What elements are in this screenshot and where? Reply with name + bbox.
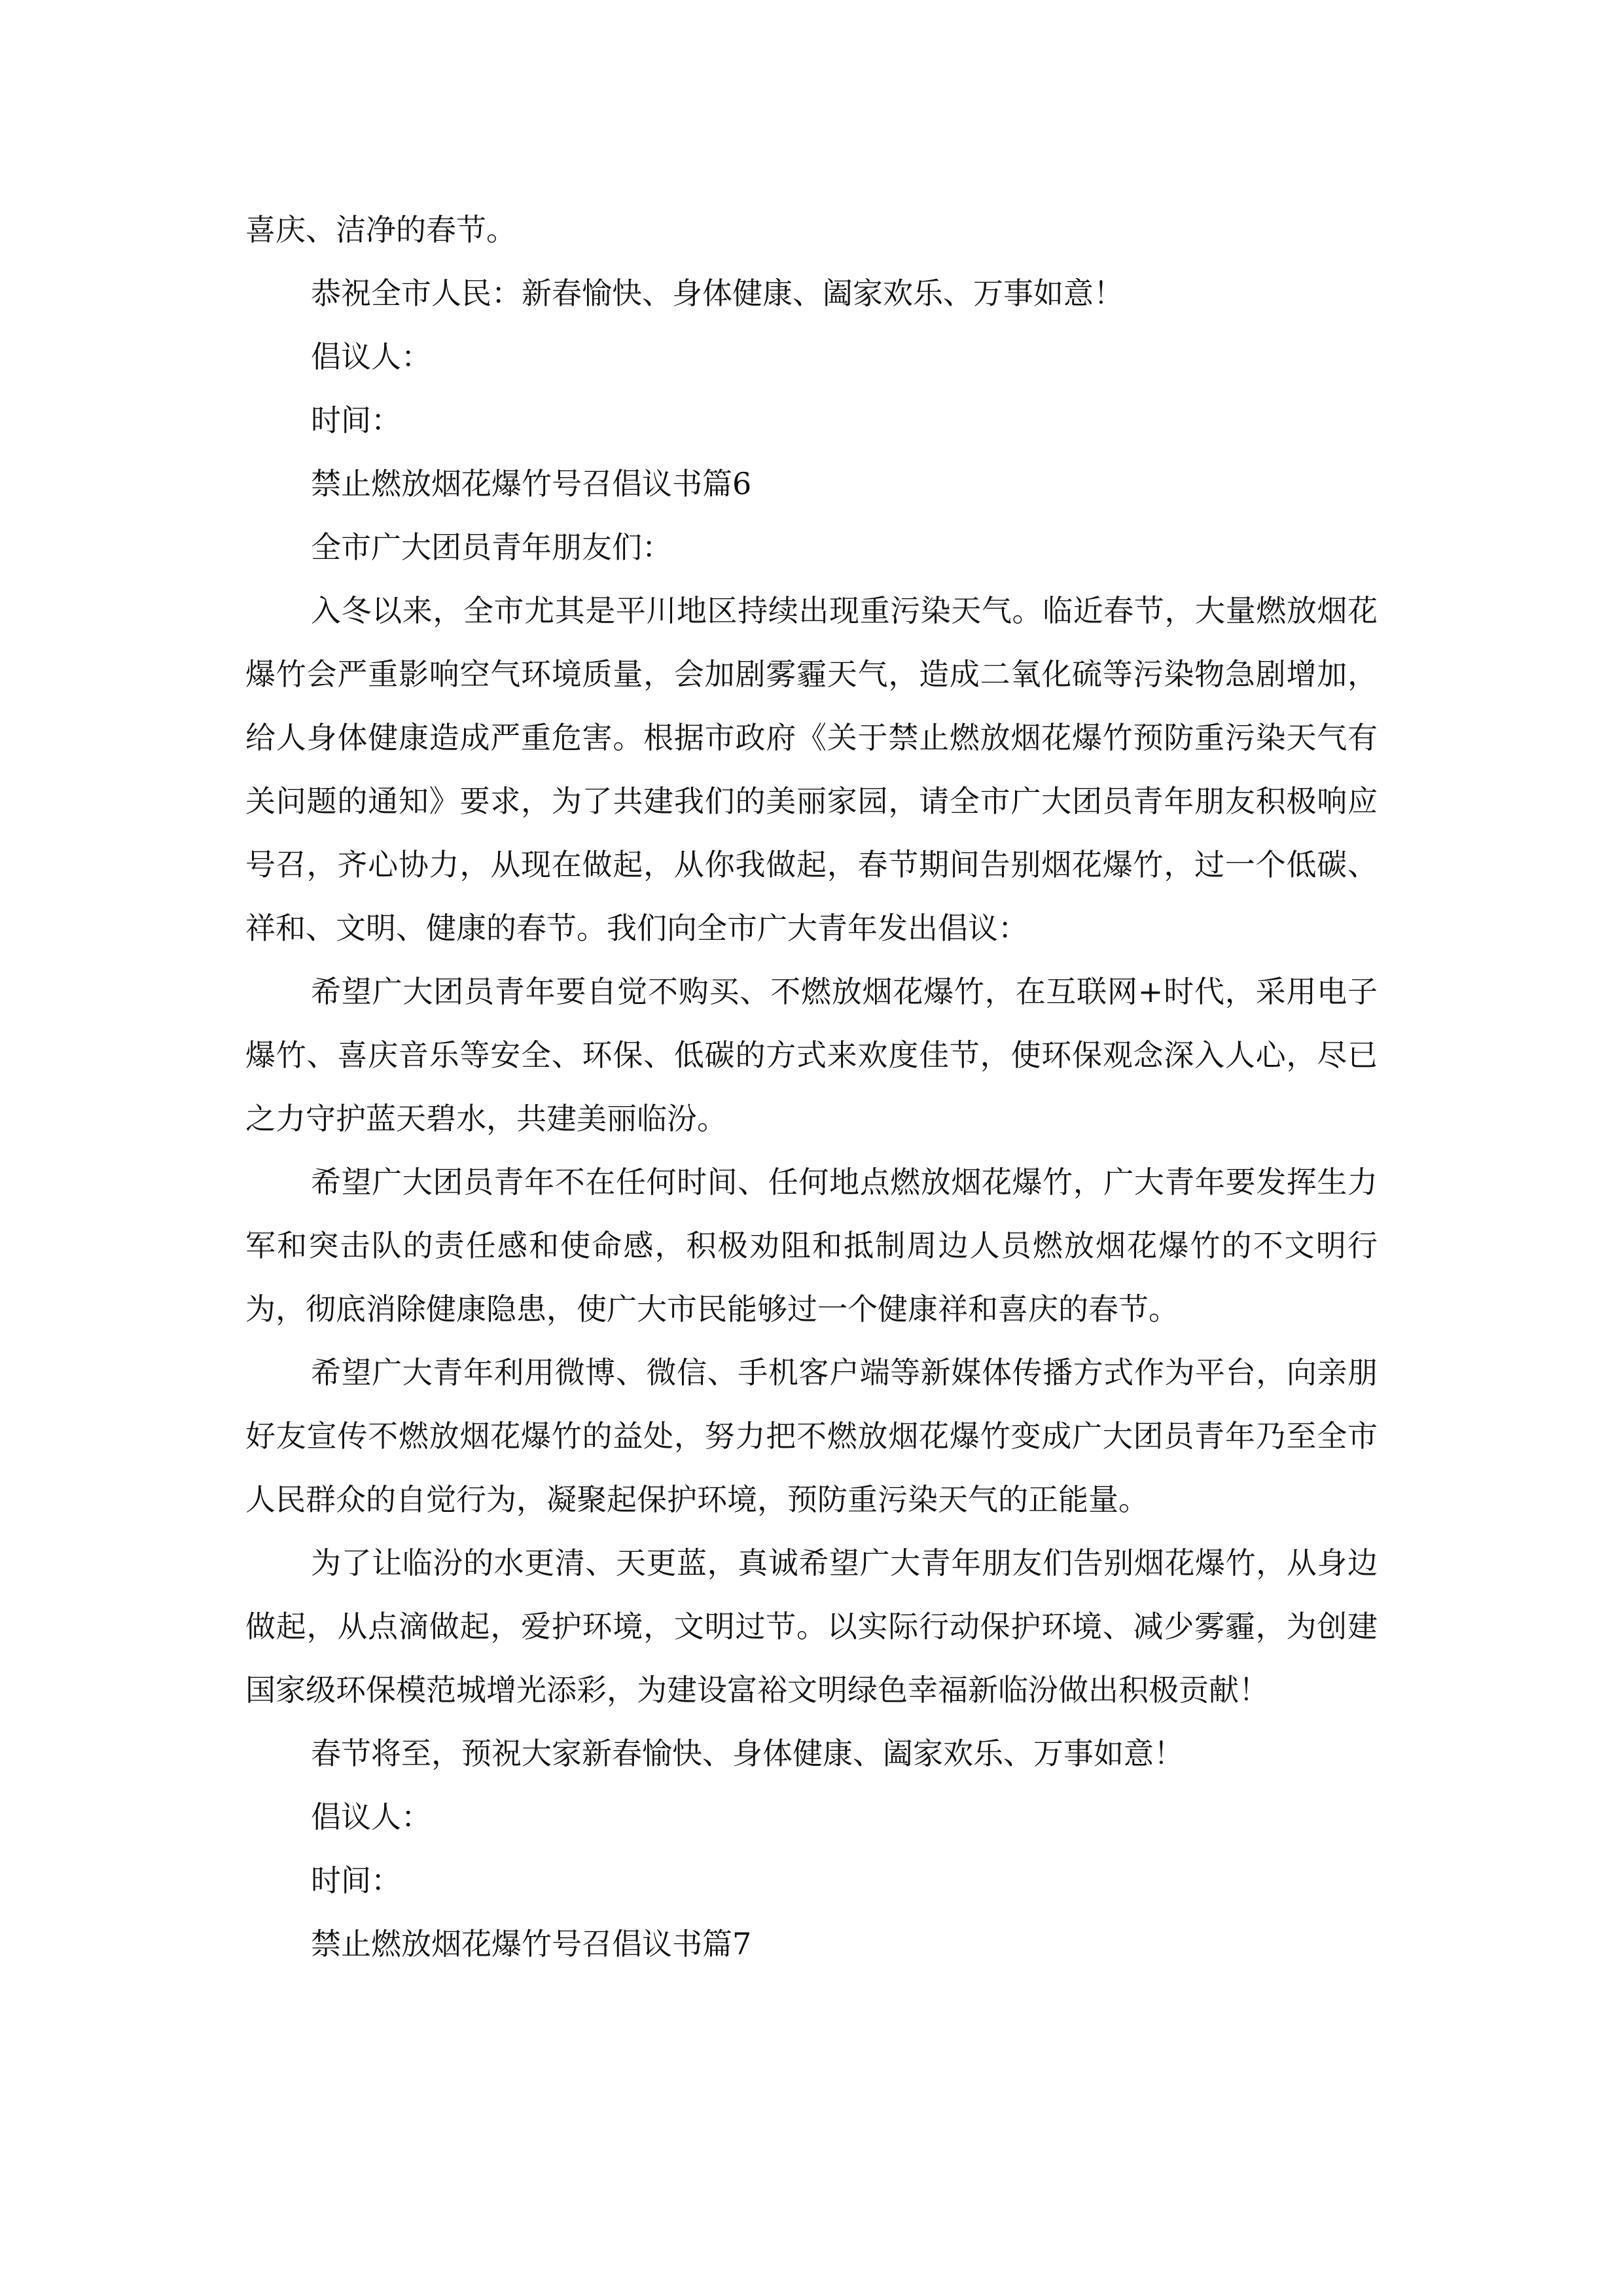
- section-6-closing-wish: 春节将至，预祝大家新春愉快、身体健康、阖家欢乐、万事如意！: [311, 1736, 1184, 1771]
- initiator-label: 倡议人：: [311, 1799, 431, 1835]
- section-6-paragraph-3: 希望广大团员青年不在任何时间、任何地点燃放烟花爆竹，广大青年要发挥生力军和突击队的责任感和使命感，积极劝阻和抵制周边人员燃放烟花爆竹的不文明行为，彻底消除健康隐患，使广大市民能够过一个健康祥和喜庆的春节。: [245, 1164, 1378, 1327]
- initiator-label: 倡议人：: [311, 339, 431, 374]
- document-page: [245, 198, 1378, 1976]
- section-6-title: 禁止燃放烟花爆竹号召倡议书篇6: [311, 466, 752, 501]
- section-6-paragraph-4: 希望广大青年利用微博、微信、手机客户端等新媒体传播方式作为平台，向亲朋好友宣传不燃放烟花爆竹的益处，努力把不燃放烟花爆竹变成广大团员青年乃至全市人民群众的自觉行为，凝聚起保护环境，预防重污染天气的正能量。: [245, 1355, 1378, 1517]
- section-6-paragraph-2: 希望广大团员青年要自觉不购买、不燃放烟花爆竹，在互联网+时代，采用电子爆竹、喜庆音乐等安全、环保、低碳的方式来欢度佳节，使环保观念深入人心，尽已之力守护蓝天碧水，共建美丽临汾。: [245, 974, 1378, 1136]
- section-6-salutation: 全市广大团员青年朋友们：: [311, 529, 672, 565]
- section-7-title: 禁止燃放烟花爆竹号召倡议书篇7: [311, 1926, 752, 1962]
- time-label: 时间：: [311, 1863, 401, 1898]
- section-6-paragraph-1: 入冬以来，全市尤其是平川地区持续出现重污染天气。临近春节，大量燃放烟花爆竹会严重影响空气环境质量，会加剧雾霾天气，造成二氧化硫等污染物急剧增加，给人身体健康造成严重危害。根据市政府《关于禁止燃放烟花爆竹预防重污染天气有关问题的通知》要求，为了共建我们的美丽家园，请全市广大团员青年朋友积极响应号召，齐心协力，从现在做起，从你我做起，春节期间告别烟花爆竹，过一个低碳、祥和、文明、健康的春节。我们向全市广大青年发出倡议：: [245, 593, 1378, 946]
- fragment-end-line: 喜庆、洁净的春节。: [245, 212, 516, 247]
- time-label: 时间：: [311, 403, 401, 438]
- greeting-wish-line: 恭祝全市人民：新春愉快、身体健康、阖家欢乐、万事如意！: [311, 276, 1124, 311]
- section-6-paragraph-5: 为了让临汾的水更清、天更蓝，真诚希望广大青年朋友们告别烟花爆竹，从身边做起，从点滴做起，爱护环境，文明过节。以实际行动保护环境、减少雾霾，为创建国家级环保模范城增光添彩，为建设富裕文明绿色幸福新临汾做出积极贡献！: [245, 1545, 1378, 1708]
